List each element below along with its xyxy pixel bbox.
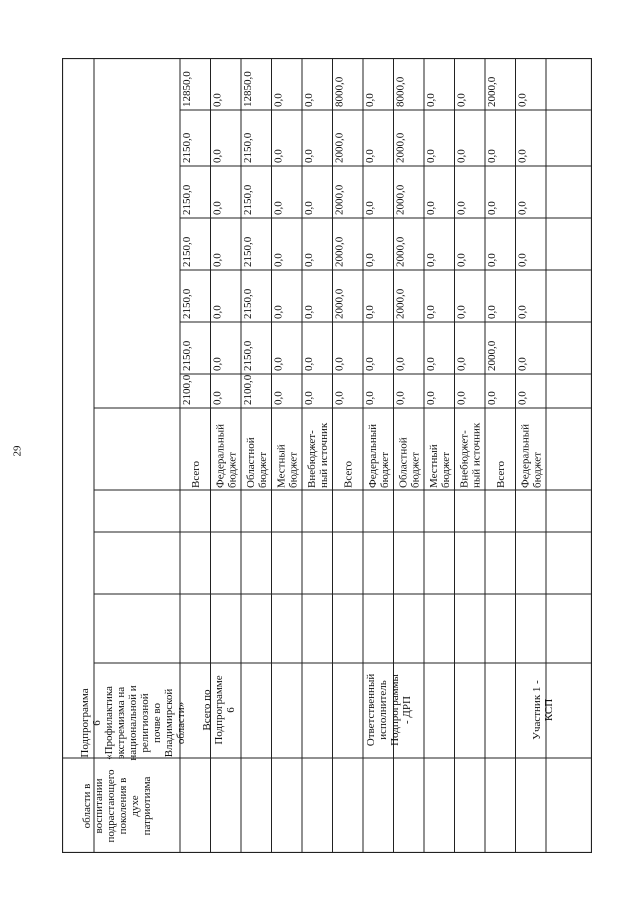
budget-value: 0,0: [272, 305, 285, 319]
budget-value: 0,0: [394, 391, 407, 405]
budget-value: 2150,0: [181, 184, 193, 215]
budget-value: 0,0: [303, 149, 315, 163]
funding-source-label: Местныйбюджет: [428, 444, 452, 488]
budget-value: 2000,0: [486, 340, 498, 371]
budget-value: 12850,0: [242, 71, 254, 107]
budget-value: 2000,0: [333, 132, 346, 163]
budget-value: 0,0: [516, 357, 529, 371]
budget-value: 0,0: [364, 253, 376, 267]
budget-value: 0,0: [333, 357, 346, 371]
budget-value: 0,0: [394, 357, 407, 371]
budget-value: 2000,0: [394, 236, 407, 267]
budget-value: 0,0: [455, 149, 468, 163]
budget-value: 0,0: [516, 305, 529, 319]
budget-value: 0,0: [211, 149, 224, 163]
budget-value: 0,0: [303, 201, 315, 215]
budget-value: 0,0: [425, 201, 437, 215]
budget-value: 0,0: [425, 93, 437, 107]
responsible-executor-label: ОтветственныйисполнительПодпрограммы- ДРП: [365, 673, 413, 747]
budget-value: 0,0: [303, 391, 315, 405]
budget-value: 2000,0: [394, 132, 407, 163]
budget-value: 0,0: [211, 201, 224, 215]
participant-label: Участник 1 -КСП: [531, 680, 555, 740]
budget-value: 0,0: [364, 149, 376, 163]
budget-value: 0,0: [455, 305, 468, 319]
budget-value: 12850,0: [181, 71, 193, 107]
budget-value: 0,0: [486, 253, 498, 267]
funding-source-label: Всего: [190, 461, 202, 488]
budget-value: 2150,0: [181, 340, 193, 371]
budget-value: 0,0: [455, 391, 468, 405]
budget-table: [62, 58, 592, 853]
funding-source-label: Внебюджет-ный источник: [458, 422, 483, 488]
budget-value: 0,0: [425, 253, 437, 267]
page-number: 29: [11, 445, 24, 457]
budget-value: 0,0: [211, 253, 224, 267]
budget-value: 0,0: [486, 391, 498, 405]
budget-value: 0,0: [272, 357, 285, 371]
budget-value: 2150,0: [181, 236, 193, 267]
budget-value: 0,0: [486, 149, 498, 163]
funding-source-label: Внебюджет-ный источник: [306, 422, 330, 488]
budget-value: 0,0: [516, 253, 529, 267]
budget-value: 2150,0: [242, 184, 254, 215]
budget-value: 2000,0: [394, 288, 407, 319]
budget-value: 0,0: [364, 201, 376, 215]
budget-value: 0,0: [516, 391, 529, 405]
budget-value: 2000,0: [333, 184, 346, 215]
budget-value: 2150,0: [181, 132, 193, 163]
funding-source-label: Областнойбюджет: [245, 437, 269, 488]
budget-value: 0,0: [272, 391, 285, 405]
budget-value: 0,0: [425, 391, 437, 405]
goal-text: области ввоспитанииподрастающегопоколения вдухепатриотизма: [81, 769, 153, 843]
budget-value: 2150,0: [242, 288, 254, 319]
budget-value: 0,0: [211, 93, 224, 107]
budget-value: 8000,0: [394, 76, 407, 107]
budget-value: 2000,0: [486, 76, 498, 107]
funding-source-label: Областнойбюджет: [397, 437, 422, 488]
budget-value: 0,0: [425, 357, 437, 371]
budget-value: 0,0: [303, 305, 315, 319]
funding-source-label: Федеральныйбюджет: [214, 423, 239, 488]
budget-value: 0,0: [455, 357, 468, 371]
budget-value: 0,0: [364, 391, 376, 405]
funding-source-label: Местныйбюджет: [275, 444, 300, 488]
budget-value: 0,0: [211, 357, 224, 371]
budget-value: 0,0: [425, 305, 437, 319]
budget-value: 0,0: [333, 391, 346, 405]
budget-value: 2000,0: [333, 288, 346, 319]
budget-value: 8000,0: [333, 76, 346, 107]
budget-value: 0,0: [272, 201, 285, 215]
budget-value: 2150,0: [242, 236, 254, 267]
budget-value: 0,0: [303, 253, 315, 267]
budget-value: 0,0: [516, 93, 529, 107]
budget-value: 2100,0: [181, 374, 193, 405]
funding-source-label: Федеральныйбюджет: [367, 423, 391, 488]
budget-value: 0,0: [516, 201, 529, 215]
budget-value: 0,0: [211, 305, 224, 319]
budget-value: 2150,0: [242, 340, 254, 371]
budget-value: 0,0: [364, 93, 376, 107]
funding-source-label: Всего: [495, 461, 507, 488]
funding-source-label: Всего: [342, 461, 355, 488]
budget-value: 0,0: [516, 149, 529, 163]
budget-value: 0,0: [486, 201, 498, 215]
budget-value: 0,0: [272, 93, 285, 107]
funding-source-label: Федеральныйбюджет: [519, 423, 544, 488]
budget-value: 2000,0: [394, 184, 407, 215]
budget-value: 2150,0: [181, 288, 193, 319]
budget-value: 0,0: [303, 357, 315, 371]
budget-value: 0,0: [486, 305, 498, 319]
budget-value: 2000,0: [333, 236, 346, 267]
budget-table-svg: [62, 58, 592, 853]
subprogram-total-label: Всего поПодпрограмме6: [201, 675, 237, 745]
budget-value: 0,0: [455, 253, 468, 267]
subprogram-title: Подпрограмма6«Профилактикаэкстремизма нанациональной ирелигиознойпочве воВладимирскойобласти»: [79, 685, 187, 761]
budget-value: 0,0: [211, 391, 224, 405]
budget-value: 0,0: [364, 305, 376, 319]
budget-value: 0,0: [455, 93, 468, 107]
budget-value: 0,0: [364, 357, 376, 371]
budget-value: 0,0: [272, 149, 285, 163]
budget-value: 0,0: [425, 149, 437, 163]
budget-value: 2150,0: [242, 132, 254, 163]
budget-value: 0,0: [303, 93, 315, 107]
budget-value: 0,0: [272, 253, 285, 267]
budget-value: 2100,0: [242, 374, 254, 405]
budget-value: 0,0: [455, 201, 468, 215]
